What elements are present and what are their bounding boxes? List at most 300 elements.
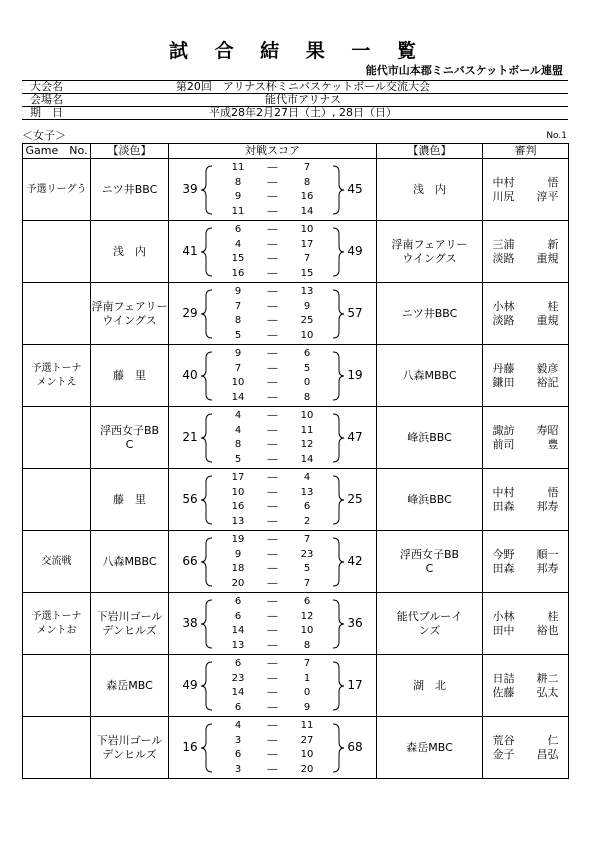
light-team-line: 藤 里 [113,368,146,382]
quarter-dash: ― [267,534,278,545]
quarter-light: 6 [234,658,242,669]
dark-total: 47 [347,430,363,444]
left-brace-icon [201,661,213,711]
game-row [23,345,569,407]
dark-team-line: 能代ブルーイ [396,609,463,623]
light-team-line: C [125,437,134,451]
referee [483,486,568,500]
referee-surname: 三浦 [492,237,515,251]
quarter-score [219,486,326,500]
light-team-line: 藤 里 [113,492,146,506]
quarter-score [219,686,326,700]
quarter-score [219,701,326,715]
light-team [91,283,169,345]
quarter-dash: ― [267,329,278,341]
quarter-dark: 11 [300,424,314,436]
referee [483,314,568,328]
referee-given-name: 悟 [547,485,559,499]
quarter-light: 15 [231,253,245,264]
referees [483,345,569,407]
quarter-dash: ― [267,453,278,465]
referee-given-name: 邦寿 [536,561,559,575]
dark-total: 68 [347,740,363,754]
quarter-score [219,515,326,529]
referee [483,438,568,452]
header-referee: 審判 [483,144,569,159]
score-cell [169,655,377,717]
info-value: 平成28年2月27日（土）, 28日（日） [116,107,568,120]
quarter-dash: ― [267,486,278,498]
quarter-light: 6 [234,596,242,607]
section-heading: ＜女子＞ [22,129,66,142]
referee-surname: 小林 [492,299,515,313]
quarter-light: 13 [231,639,245,651]
score-cell [169,283,377,345]
referee-given-name: 豊 [547,437,559,451]
referee [483,300,568,314]
page-number: No.1 [546,131,567,141]
quarter-score [219,471,326,485]
quarter-light: 19 [231,534,245,545]
quarter-score [219,300,326,314]
referee-surname: 田森 [492,561,515,575]
referee [483,238,568,252]
referee [483,610,568,624]
quarter-dash: ― [267,763,278,775]
quarter-score [219,362,326,376]
quarter-dash: ― [267,639,278,651]
game-rows [23,159,569,779]
info-row [22,94,568,107]
dark-total: 42 [347,554,363,568]
quarter-dark: 10 [300,410,314,421]
info-row [22,107,568,120]
quarter-light: 3 [234,763,242,775]
quarter-dark: 10 [300,749,314,760]
quarter-dash: ― [267,658,278,669]
game-row [23,531,569,593]
quarter-light: 9 [234,286,242,297]
game-row [23,407,569,469]
quarter-score [219,734,326,748]
quarter-light: 4 [234,238,242,250]
quarter-light: 14 [231,625,245,636]
referee-given-name: 寿昭 [536,423,559,437]
light-total: 66 [182,554,198,568]
quarter-light: 16 [231,267,245,279]
quarter-light: 13 [231,515,245,527]
referee-given-name: 耕二 [536,671,559,685]
quarter-dash: ― [267,596,278,607]
quarter-dark: 6 [303,596,311,607]
referee-given-name: 昌弘 [536,747,559,761]
light-total: 38 [182,616,198,630]
quarter-light: 11 [231,205,245,217]
header-game-no: Game No. [23,144,91,159]
quarter-dark: 12 [300,610,314,622]
game-no [23,717,91,779]
info-label: 期 日 [22,107,116,120]
left-brace-icon [201,475,213,525]
left-brace-icon [201,723,213,773]
light-team [91,717,169,779]
game-no [23,531,91,593]
referee-given-name: 淳平 [536,189,559,203]
quarter-score [219,285,326,299]
dark-total: 36 [347,616,363,630]
header-score: 対戦スコア [169,144,377,159]
quarter-dash: ― [267,501,278,512]
referee-surname: 今野 [492,547,515,561]
score-cell [169,407,377,469]
dark-team-line: 八森MBBC [402,368,457,382]
quarter-light: 16 [231,501,245,512]
quarter-score [219,657,326,671]
referee [483,190,568,204]
quarter-dark: 13 [300,286,314,297]
organizer-name: 能代市山本郡ミニバスケットボール連盟 [365,64,563,77]
left-brace-icon [201,227,213,277]
quarter-score [219,238,326,252]
quarter-score [219,595,326,609]
light-total: 40 [182,368,198,382]
referees [483,221,569,283]
quarter-score [219,314,326,328]
game-row [23,717,569,779]
referee-surname: 田森 [492,499,515,513]
quarter-light: 4 [234,410,242,421]
referee-surname: 金子 [492,747,515,761]
referee-given-name: 桂 [547,299,559,313]
dark-team-line: 浅 内 [413,182,446,196]
quarter-dash: ― [267,300,278,312]
quarter-dark: 5 [303,362,311,374]
light-team [91,469,169,531]
quarter-dash: ― [267,734,278,746]
light-team-line: デンヒルズ [102,623,157,637]
referee-surname: 中村 [492,175,515,189]
game-no [23,283,91,345]
quarter-score [219,438,326,452]
quarter-score [219,719,326,733]
light-team-line: 森岳MBC [106,678,153,692]
quarter-score [219,624,326,638]
dark-team-line: ンズ [418,623,441,637]
quarter-light: 3 [234,734,242,746]
game-no-text: 予選リーグう [26,183,87,195]
quarter-dash: ― [267,191,278,202]
quarter-dark: 10 [300,224,314,235]
header-row [23,144,569,159]
quarter-dash: ― [267,162,278,173]
dark-team [377,655,483,717]
quarter-dash: ― [267,410,278,421]
game-row [23,469,569,531]
light-team [91,345,169,407]
quarter-dark: 1 [303,672,311,684]
referee-given-name: 重規 [536,251,559,265]
referees [483,469,569,531]
light-team-line: 浮西女子BB [99,423,160,437]
quarter-dash: ― [267,687,278,698]
quarter-light: 14 [231,687,245,698]
quarter-score [219,763,326,777]
quarter-dark: 27 [300,734,314,746]
quarter-dash: ― [267,625,278,636]
quarter-light: 10 [231,377,245,388]
quarter-score [219,672,326,686]
referee-given-name: 新 [547,237,559,251]
quarter-light: 6 [234,224,242,235]
referee [483,176,568,190]
referee-surname: 淡路 [492,251,515,265]
referee-surname: 淡路 [492,313,515,327]
dark-total: 19 [347,368,363,382]
quarter-light: 9 [234,548,242,560]
referee-surname: 佐藤 [492,685,515,699]
info-value: 第20回 アリナス杯ミニバスケットボール交流大会 [116,81,568,94]
light-team-line: 浅 内 [113,244,146,258]
referee-given-name: 毅彦 [536,361,559,375]
referee-given-name: 悟 [547,175,559,189]
quarter-dash: ― [267,577,278,589]
quarter-score [219,500,326,514]
score-cell [169,159,377,221]
quarter-score [219,329,326,343]
dark-team [377,345,483,407]
referee-surname: 田中 [492,623,515,637]
quarter-light: 14 [231,391,245,403]
referee-given-name: 重規 [536,313,559,327]
referee [483,252,568,266]
quarter-score [219,223,326,237]
quarter-dash: ― [267,315,278,326]
light-team-line: ウイングス [102,313,157,327]
quarter-dash: ― [267,672,278,684]
game-no [23,345,91,407]
quarter-score [219,533,326,547]
left-brace-icon [201,351,213,401]
dark-team-line: 峰浜BBC [407,430,452,444]
quarter-score [219,252,326,266]
quarter-score [219,577,326,591]
quarter-dark: 7 [303,534,311,545]
quarter-dark: 10 [300,329,314,341]
dark-team-line: 浮西女子BB [399,547,460,561]
quarter-dash: ― [267,515,278,527]
score-cell [169,221,377,283]
quarter-dash: ― [267,749,278,760]
quarter-dash: ― [267,377,278,388]
referee-surname: 丹藤 [492,361,515,375]
quarter-score [219,610,326,624]
quarter-dark: 14 [300,453,314,465]
left-brace-icon [201,599,213,649]
light-total: 49 [182,678,198,692]
referee [483,734,568,748]
light-team-line: ニツ井BBC [101,182,158,196]
light-team [91,159,169,221]
quarter-score [219,409,326,423]
light-team-line: 下岩川ゴール [96,733,163,747]
referees [483,717,569,779]
left-brace-icon [201,413,213,463]
dark-team [377,531,483,593]
quarter-dark: 17 [300,238,314,250]
quarter-light: 4 [234,424,242,436]
game-no [23,159,91,221]
header-dark: 【濃色】 [377,144,483,159]
referee-given-name: 裕也 [536,623,559,637]
referee-surname: 小林 [492,609,515,623]
quarter-dark: 4 [303,472,311,483]
quarter-dark: 5 [303,563,311,574]
quarter-dark: 20 [300,763,314,775]
referee-given-name: 邦寿 [536,499,559,513]
light-team [91,407,169,469]
quarter-dark: 7 [303,162,311,173]
game-no [23,655,91,717]
light-total: 29 [182,306,198,320]
info-label: 大会名 [22,81,116,94]
light-team [91,655,169,717]
game-no [23,593,91,655]
referee-surname: 諏訪 [492,423,515,437]
dark-total: 45 [347,182,363,196]
dark-team-line: 湖 北 [413,678,446,692]
referees [483,655,569,717]
left-brace-icon [201,165,213,215]
quarter-dark: 6 [303,348,311,359]
quarter-dash: ― [267,205,278,217]
game-row [23,655,569,717]
score-cell [169,593,377,655]
referees [483,531,569,593]
referee [483,686,568,700]
dark-team-line: C [425,561,434,575]
light-team-line: デンヒルズ [102,747,157,761]
dark-team-line: ニツ井BBC [401,306,458,320]
referees [483,593,569,655]
dark-total: 57 [347,306,363,320]
referee [483,500,568,514]
quarter-score [219,639,326,653]
quarter-dark: 13 [300,486,314,498]
quarter-dash: ― [267,176,278,188]
tournament-info-table [22,80,568,120]
referee [483,624,568,638]
quarter-dash: ― [267,391,278,403]
dark-team [377,221,483,283]
referee-surname: 中村 [492,485,515,499]
quarter-light: 6 [234,701,242,713]
quarter-light: 23 [231,672,245,684]
quarter-score [219,347,326,361]
quarter-dash: ― [267,439,278,450]
dark-team-line: 森岳MBC [406,740,453,754]
quarter-dark: 8 [303,176,311,188]
light-team-line: 浮南フェアリー [91,299,168,313]
quarter-light: 20 [231,577,245,589]
referee [483,672,568,686]
light-total: 56 [182,492,198,506]
dark-team [377,159,483,221]
referee-surname: 鎌田 [492,375,515,389]
quarter-dark: 15 [300,267,314,279]
quarter-score [219,562,326,576]
quarter-dash: ― [267,720,278,731]
dark-team [377,717,483,779]
quarter-light: 9 [234,191,242,202]
quarter-score [219,161,326,175]
quarter-dash: ― [267,286,278,297]
info-label: 会場名 [22,94,116,107]
page-title: 試 合 結 果 一 覧 [168,40,427,62]
quarter-score [219,424,326,438]
info-row [22,81,568,94]
quarter-dark: 9 [303,300,311,312]
referee-given-name: 順一 [536,547,559,561]
quarter-dash: ― [267,424,278,436]
score-cell [169,345,377,407]
quarter-light: 11 [231,162,245,173]
quarter-dash: ― [267,610,278,622]
game-no [23,407,91,469]
quarter-dark: 16 [300,191,314,202]
game-no-text: 予選トーナ メントお [31,610,82,636]
results-table [22,143,569,779]
referee [483,362,568,376]
dark-total: 25 [347,492,363,506]
quarter-score [219,176,326,190]
referee [483,424,568,438]
quarter-dash: ― [267,472,278,483]
quarter-dark: 25 [300,315,314,326]
quarter-dark: 12 [300,439,314,450]
quarter-dark: 14 [300,205,314,217]
referee-given-name: 裕記 [536,375,559,389]
quarter-score [219,391,326,405]
quarter-dark: 23 [300,548,314,560]
light-total: 16 [182,740,198,754]
dark-team [377,469,483,531]
referee-given-name: 仁 [547,733,559,747]
light-team-line: 下岩川ゴール [96,609,163,623]
referee [483,748,568,762]
quarter-light: 5 [234,329,242,341]
quarter-dark: 7 [303,577,311,589]
referees [483,407,569,469]
game-row [23,159,569,221]
quarter-score [219,376,326,390]
referee-given-name: 弘太 [536,685,559,699]
quarter-dark: 0 [303,377,311,388]
light-team [91,531,169,593]
score-cell [169,717,377,779]
light-total: 21 [182,430,198,444]
referee [483,562,568,576]
left-brace-icon [201,537,213,587]
quarter-score [219,205,326,219]
light-team-line: 八森MBBC [102,554,157,568]
dark-team [377,407,483,469]
dark-team [377,283,483,345]
dark-team-line: 峰浜BBC [407,492,452,506]
quarter-dark: 10 [300,625,314,636]
quarter-dash: ― [267,362,278,374]
quarter-light: 6 [234,749,242,760]
quarter-dark: 0 [303,687,311,698]
